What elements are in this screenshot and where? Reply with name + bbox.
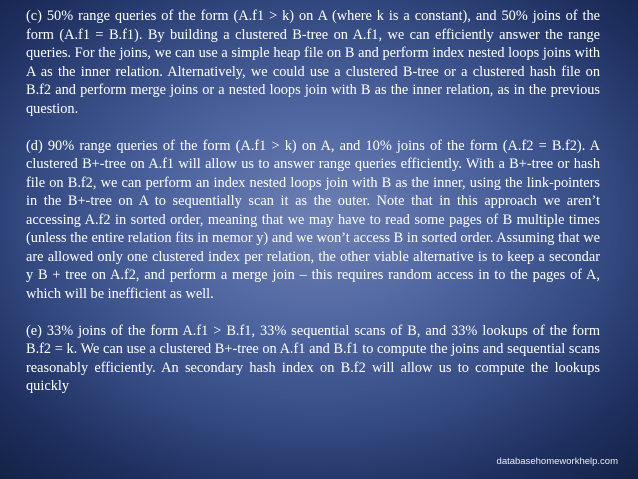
footer-website: databasehomeworkhelp.com: [496, 456, 618, 467]
paragraph-e: (e) 33% joins of the form A.f1 > B.f1, 33% sequential scans of B, and 33% lookups of the form B.f2 = k. We can use a clustered B+-tree on A.f1 and B.f1 to compute the joins and sequential scans reasonably efficiently. An secondary hash index on B.f2 will allow us to compute the lookups quickly: [26, 322, 600, 394]
paragraph-d: (d) 90% range queries of the form (A.f1 > k) on A, and 10% joins of the form (A.f2 = B.f2). A clustered B+-tree on A.f1 will allow us to answer range queries efficiently. With a B+-tree or hash file on B.f2, we can perform an index nested loops join with B as the inner, using the link-pointers in the B+-tree on A to sequentially scan it as the outer. Note that in this approach we aren’t accessing A.f2 in sorted order, meaning that we may have to read some pages of B multiple times (unless the entire relation fits in memor y) and we won’t access B in sorted order. Assuming that we are allowed only one clustered index per relation, the other viable alternative is to keep a secondar y B + tree on A.f2, and perform a merge join – this requires random access in to the pages of A, which will be inefficient as well.: [26, 137, 600, 302]
paragraph-c: (c) 50% range queries of the form (A.f1 > k) on A (where k is a constant), and 50% joins of the form (A.f1 = B.f1). By building a clustered B-tree on A.f1, we can efficiently answer the range queries. For the joins, we can use a simple heap file on B and perform index nested loops joins with A as the inner relation. Alternatively, we could use a clustered B-tree or a clustered hash file on B.f2 and perform merge joins or a nested loops join with B as the inner relation, as in the previous question.: [26, 8, 600, 117]
body-text: [26, 7, 600, 396]
